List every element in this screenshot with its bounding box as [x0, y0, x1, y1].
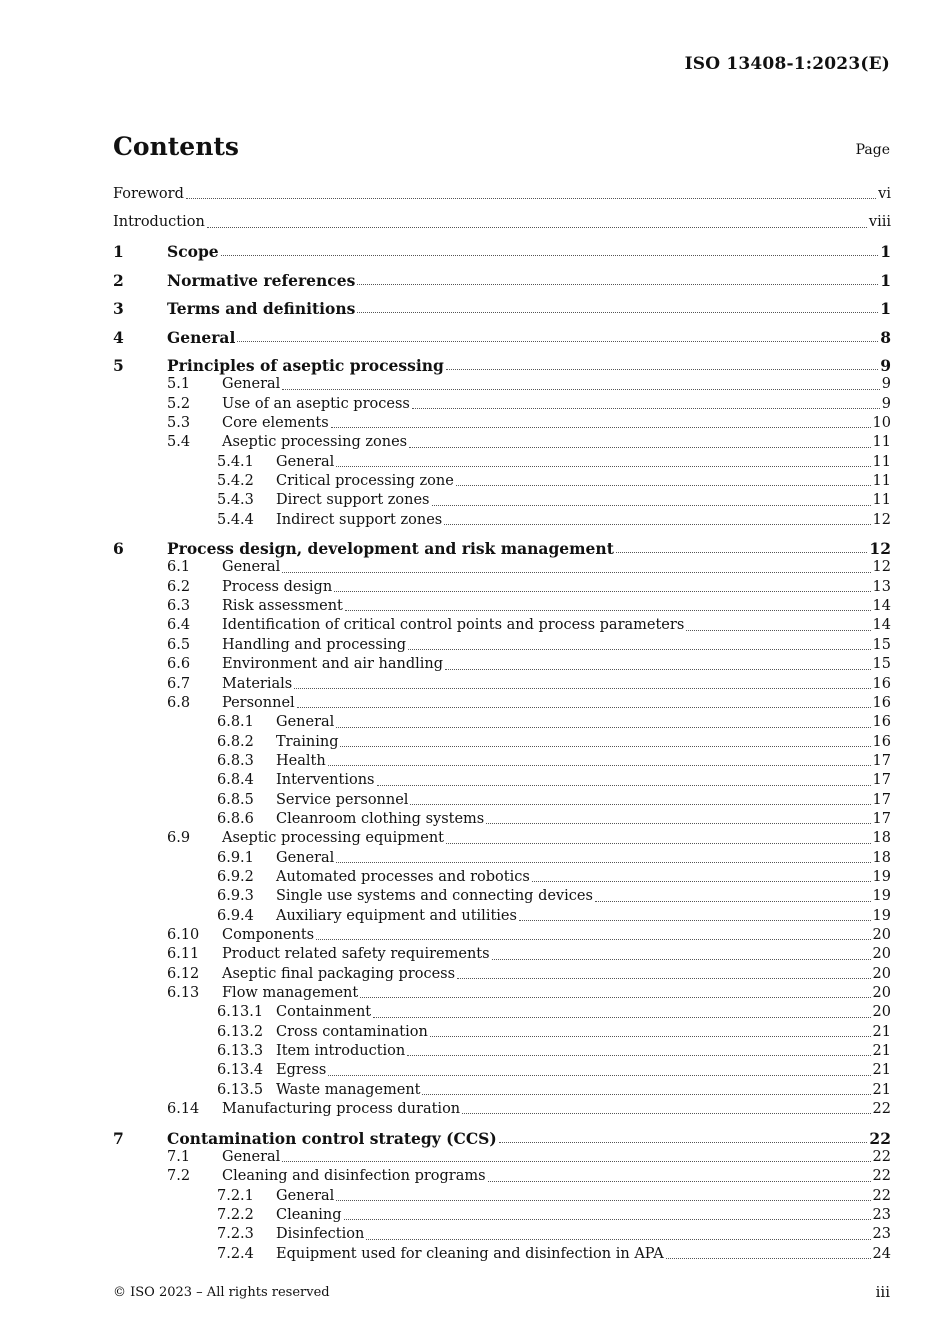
toc-entry[interactable]: [113, 375, 891, 394]
toc-entry-page: 22: [872, 1168, 891, 1185]
toc-entry-title: Process design: [222, 578, 333, 595]
toc-entry-page: 9: [880, 356, 891, 376]
toc-entry[interactable]: [113, 1023, 891, 1042]
toc-entry-page: 12: [869, 539, 891, 559]
toc-entry-number: 6.13.1: [217, 1004, 264, 1021]
toc-entry-number: 6.9.3: [217, 888, 254, 905]
toc-entry-title: Environment and air handling: [222, 656, 444, 673]
toc-entry-number: 7.2.2: [217, 1206, 254, 1223]
dot-leader: [456, 484, 871, 486]
toc-entry-title: Service personnel: [276, 791, 409, 808]
toc-entry[interactable]: [113, 1003, 891, 1022]
toc-entry-number: 6.8.6: [217, 810, 254, 827]
dot-leader: [445, 668, 870, 670]
toc-entry[interactable]: [113, 907, 891, 926]
dot-leader: [616, 551, 868, 553]
toc-entry-title: General: [222, 376, 281, 393]
toc-entry-number: 5.3: [167, 414, 191, 431]
toc-entry[interactable]: [113, 752, 891, 771]
toc-entry[interactable]: [113, 395, 891, 414]
toc-entry[interactable]: [113, 1081, 891, 1100]
toc-entry-page: 9: [881, 376, 891, 393]
table-of-contents: [113, 185, 891, 1264]
toc-entry-page: 22: [872, 1187, 891, 1204]
toc-entry-page: 11: [872, 434, 891, 451]
toc-entry-title: Auxiliary equipment and utilities: [276, 907, 517, 924]
toc-entry-number: 6.8.5: [217, 791, 254, 808]
toc-entry[interactable]: [113, 1206, 891, 1225]
toc-entry-title: Cleaning: [276, 1206, 342, 1223]
toc-entry-title: Training: [276, 733, 339, 750]
toc-entry-title: Product related safety requirements: [222, 946, 490, 963]
toc-entry-page: 22: [869, 1128, 891, 1148]
toc-entry-page: 9: [881, 395, 891, 412]
toc-entry-number: 6.9.1: [217, 849, 254, 866]
toc-entry-title: General: [276, 849, 335, 866]
toc-entry-title: Cleaning and disinfection programs: [222, 1168, 486, 1185]
dot-leader: [373, 1016, 870, 1018]
toc-entry[interactable]: [113, 1225, 891, 1244]
toc-entry[interactable]: [113, 433, 891, 452]
toc-entry-title: Indirect support zones: [276, 511, 443, 528]
toc-entry[interactable]: [113, 1167, 891, 1186]
dot-leader: [282, 1160, 870, 1162]
toc-entry-page: 15: [872, 656, 891, 673]
toc-entry-number: 6.4: [167, 617, 191, 634]
dot-leader: [336, 1199, 870, 1201]
toc-entry-title: Aseptic final packaging process: [222, 965, 456, 982]
toc-entry-page: 1: [880, 299, 891, 319]
dot-leader: [686, 629, 870, 631]
toc-entry[interactable]: [113, 356, 891, 375]
toc-entry[interactable]: [113, 1100, 891, 1119]
toc-entry-title: Containment: [276, 1004, 372, 1021]
dot-leader: [221, 254, 879, 256]
dot-leader: [412, 407, 880, 409]
toc-entry[interactable]: [113, 271, 891, 290]
toc-entry[interactable]: [113, 829, 891, 848]
dot-leader: [410, 803, 870, 805]
dot-leader: [336, 861, 870, 863]
toc-entry-page: 21: [872, 1081, 891, 1098]
toc-entry-page: 13: [872, 578, 891, 595]
dot-leader: [328, 1074, 870, 1076]
toc-entry-number: 5.4.3: [217, 492, 254, 509]
toc-entry[interactable]: [113, 791, 891, 810]
toc-entry-number: 6.9: [167, 830, 191, 847]
toc-entry[interactable]: [113, 810, 891, 829]
toc-entry-title: General: [167, 327, 236, 347]
toc-entry-title: Single use systems and connecting devices: [276, 888, 593, 905]
toc-entry-page: 17: [872, 752, 891, 769]
toc-entry-title: Interventions: [276, 772, 375, 789]
toc-entry-number: 5.4.2: [217, 472, 254, 489]
toc-entry[interactable]: [113, 636, 891, 655]
toc-entry[interactable]: [113, 472, 891, 491]
toc-entry-page: 20: [872, 985, 891, 1001]
toc-entry-page: 11: [872, 453, 891, 470]
toc-entry-title: Contamination control strategy (CCS): [167, 1128, 497, 1148]
toc-entry-title: Scope: [167, 242, 219, 262]
toc-entry[interactable]: [113, 1129, 891, 1148]
toc-entry-title: Manufacturing process duration: [222, 1101, 461, 1118]
toc-entry-title: Automated processes and robotics: [276, 868, 530, 885]
dot-leader: [377, 784, 871, 786]
toc-entry-title: General: [276, 453, 335, 470]
dot-leader: [432, 504, 871, 506]
toc-entry[interactable]: [113, 984, 891, 1003]
contents-title: Contents: [113, 132, 240, 161]
toc-entry-number: 6.12: [167, 965, 200, 982]
dot-leader: [499, 1141, 868, 1143]
dot-leader: [294, 687, 870, 689]
toc-entry-title: Waste management: [276, 1081, 421, 1098]
toc-entry-number: 5.4.4: [217, 511, 254, 528]
toc-entry-title: Critical processing zone: [276, 472, 454, 489]
dot-leader: [488, 1180, 871, 1182]
toc-entry-number: 6.8.2: [217, 733, 254, 750]
footer-page-number: iii: [875, 1283, 890, 1301]
toc-entry-number: 6.13.5: [217, 1081, 264, 1098]
dot-leader: [328, 764, 871, 766]
toc-entry-title: Personnel: [222, 694, 295, 711]
toc-entry-title: Aseptic processing equipment: [222, 830, 444, 847]
toc-entry[interactable]: [113, 1061, 891, 1080]
toc-entry-number: 6.13: [167, 985, 200, 1001]
toc-entry[interactable]: [113, 299, 891, 318]
toc-entry-page: 12: [872, 511, 891, 528]
toc-entry-title: Cleanroom clothing systems: [276, 810, 485, 827]
dot-leader: [344, 1218, 871, 1220]
dot-leader: [360, 996, 870, 998]
dot-leader: [282, 571, 870, 573]
toc-entry-page: 22: [872, 1148, 891, 1165]
toc-entry-page: 16: [872, 694, 891, 711]
toc-entry-page: 20: [872, 946, 891, 963]
toc-entry[interactable]: [113, 733, 891, 752]
toc-entry-number: 6.5: [167, 636, 191, 653]
toc-entry-number: 7.2.1: [217, 1187, 254, 1204]
toc-entry-title: Principles of aseptic processing: [167, 356, 444, 376]
toc-entry-title: Equipment used for cleaning and disinfection in APA: [276, 1245, 664, 1262]
dot-leader: [532, 880, 871, 882]
toc-entry-page: 22: [872, 1101, 891, 1118]
dot-leader: [519, 919, 871, 921]
toc-entry[interactable]: [113, 655, 891, 674]
toc-entry-number: 6.1: [167, 559, 191, 576]
toc-entry-number: 5.4.1: [217, 453, 254, 470]
toc-entry[interactable]: [113, 1042, 891, 1061]
toc-entry-page: 8: [880, 327, 891, 347]
dot-leader: [366, 1238, 870, 1240]
toc-entry[interactable]: [113, 597, 891, 616]
dot-leader: [334, 590, 870, 592]
toc-entry-number: 6.8: [167, 694, 191, 711]
toc-entry[interactable]: [113, 185, 891, 204]
toc-entry[interactable]: [113, 414, 891, 433]
dot-leader: [446, 368, 878, 370]
toc-entry-page: vi: [878, 186, 891, 202]
toc-entry[interactable]: [113, 558, 891, 577]
toc-entry-title: Disinfection: [276, 1226, 365, 1243]
toc-entry-number: 2: [113, 270, 124, 290]
toc-entry-page: 19: [872, 868, 891, 885]
toc-entry-number: 7.1: [167, 1148, 191, 1165]
dot-leader: [207, 226, 867, 228]
toc-entry-title: Aseptic processing zones: [222, 434, 408, 451]
dot-leader: [409, 446, 870, 448]
toc-entry[interactable]: [113, 1148, 891, 1167]
document-id: ISO 13408-1:2023(E): [684, 54, 890, 74]
toc-entry-page: 11: [872, 472, 891, 489]
toc-entry-page: 21: [872, 1023, 891, 1040]
toc-entry[interactable]: [113, 771, 891, 790]
dot-leader: [492, 958, 871, 960]
toc-entry-title: Introduction: [113, 214, 205, 231]
toc-entry-number: 6.13.2: [217, 1023, 264, 1040]
toc-entry[interactable]: [113, 539, 891, 558]
toc-entry[interactable]: [113, 511, 891, 530]
toc-entry-number: 6.2: [167, 578, 191, 595]
dot-leader: [407, 1054, 870, 1056]
toc-entry-page: 17: [872, 772, 891, 789]
toc-entry-number: 6.10: [167, 926, 200, 943]
toc-entry-title: Terms and definitions: [167, 299, 356, 319]
dot-leader: [595, 900, 871, 902]
toc-entry-title: Normative references: [167, 270, 356, 290]
toc-entry[interactable]: [113, 328, 891, 347]
toc-entry-page: viii: [868, 214, 891, 231]
toc-entry-page: 20: [872, 926, 891, 943]
toc-entry-title: Components: [222, 926, 315, 943]
toc-entry[interactable]: [113, 675, 891, 694]
dot-leader: [237, 340, 878, 342]
toc-entry-page: 21: [872, 1062, 891, 1079]
toc-entry[interactable]: [113, 242, 891, 261]
dot-leader: [408, 648, 870, 650]
toc-entry-title: General: [222, 559, 281, 576]
toc-entry-title: General: [222, 1148, 281, 1165]
toc-entry-title: Use of an aseptic process: [222, 395, 410, 412]
toc-entry[interactable]: [113, 868, 891, 887]
dot-leader: [462, 1112, 870, 1114]
toc-entry-title: Health: [276, 752, 326, 769]
toc-entry[interactable]: [113, 1187, 891, 1206]
toc-entry-page: 17: [872, 791, 891, 808]
dot-leader: [282, 388, 879, 390]
dot-leader: [357, 283, 878, 285]
toc-entry-number: 6.7: [167, 675, 191, 692]
toc-entry-title: General: [276, 1187, 335, 1204]
toc-entry-page: 16: [872, 675, 891, 692]
toc-entry[interactable]: [113, 926, 891, 945]
toc-entry-number: 5: [113, 356, 124, 376]
dot-leader: [457, 977, 871, 979]
toc-entry-title: Handling and processing: [222, 636, 407, 653]
dot-leader: [422, 1093, 870, 1095]
toc-entry-number: 6.8.3: [217, 752, 254, 769]
toc-entry-page: 18: [872, 849, 891, 866]
toc-entry-number: 5.4: [167, 434, 191, 451]
toc-entry-number: 7.2.4: [217, 1245, 254, 1262]
toc-entry-number: 6.8.4: [217, 772, 254, 789]
toc-entry-title: Egress: [276, 1062, 327, 1079]
toc-entry-number: 6.13.4: [217, 1062, 264, 1079]
toc-entry-page: 20: [872, 1004, 891, 1021]
footer-copyright: © ISO 2023 – All rights reserved: [113, 1285, 330, 1300]
dot-leader: [345, 609, 871, 611]
toc-entry-page: 19: [872, 907, 891, 924]
toc-entry[interactable]: [113, 491, 891, 510]
toc-entry-page: 19: [872, 888, 891, 905]
toc-entry-title: Cross contamination: [276, 1023, 428, 1040]
toc-entry-title: General: [276, 714, 335, 731]
dot-leader: [357, 311, 878, 313]
dot-leader: [336, 726, 870, 728]
dot-leader: [297, 706, 871, 708]
toc-entry-page: 18: [872, 830, 891, 847]
toc-entry-number: 6.9.4: [217, 907, 254, 924]
toc-entry[interactable]: [113, 713, 891, 732]
toc-entry-page: 17: [872, 810, 891, 827]
dot-leader: [444, 523, 870, 525]
toc-entry-page: 1: [880, 242, 891, 262]
toc-entry-number: 3: [113, 299, 124, 319]
dot-leader: [446, 842, 871, 844]
toc-entry-page: 10: [872, 414, 891, 431]
toc-entry-title: Foreword: [113, 186, 184, 202]
toc-entry-page: 12: [872, 559, 891, 576]
toc-entry-number: 7.2: [167, 1168, 191, 1185]
dot-leader: [331, 426, 871, 428]
toc-entry-number: 7.2.3: [217, 1226, 254, 1243]
toc-entry-title: Core elements: [222, 414, 329, 431]
toc-entry-page: 14: [872, 598, 891, 615]
toc-entry-title: Risk assessment: [222, 598, 343, 615]
toc-entry-number: 6.11: [167, 946, 200, 963]
toc-entry-number: 6.6: [167, 656, 191, 673]
toc-entry-number: 5.1: [167, 376, 191, 393]
toc-entry[interactable]: [113, 849, 891, 868]
toc-entry-page: 16: [872, 714, 891, 731]
toc-entry-number: 6.9.2: [217, 868, 254, 885]
dot-leader: [316, 938, 870, 940]
toc-entry-page: 16: [872, 733, 891, 750]
toc-entry-title: Materials: [222, 675, 293, 692]
dot-leader: [486, 822, 870, 824]
toc-entry[interactable]: [113, 213, 891, 232]
toc-entry-page: 24: [872, 1245, 891, 1262]
toc-entry-page: 11: [872, 492, 891, 509]
toc-entry-page: 20: [872, 965, 891, 982]
toc-entry[interactable]: [113, 694, 891, 713]
dot-leader: [340, 745, 870, 747]
toc-entry-number: 6.8.1: [217, 714, 254, 731]
toc-entry-number: 1: [113, 242, 124, 262]
toc-entry[interactable]: [113, 945, 891, 964]
toc-entry[interactable]: [113, 453, 891, 472]
toc-entry-page: 23: [872, 1206, 891, 1223]
toc-entry-page: 15: [872, 636, 891, 653]
toc-entry-page: 23: [872, 1226, 891, 1243]
toc-entry-title: Direct support zones: [276, 492, 430, 509]
toc-entry-title: Item introduction: [276, 1043, 406, 1060]
toc-entry-number: 6.14: [167, 1101, 200, 1118]
toc-entry[interactable]: [113, 1245, 891, 1264]
toc-entry-number: 5.2: [167, 395, 191, 412]
dot-leader: [666, 1257, 871, 1259]
toc-entry-title: Process design, development and risk management: [167, 539, 614, 559]
page-column-label: Page: [855, 142, 890, 158]
toc-entry-title: Flow management: [222, 985, 359, 1001]
toc-entry-number: 7: [113, 1128, 124, 1148]
toc-entry-number: 6.3: [167, 598, 191, 615]
dot-leader: [186, 197, 876, 199]
toc-entry[interactable]: [113, 616, 891, 635]
toc-entry-page: 1: [880, 270, 891, 290]
toc-entry-page: 21: [872, 1043, 891, 1060]
dot-leader: [430, 1035, 871, 1037]
toc-entry-number: 6.13.3: [217, 1043, 264, 1060]
toc-entry-number: 4: [113, 327, 124, 347]
dot-leader: [336, 465, 870, 467]
toc-entry[interactable]: [113, 578, 891, 597]
toc-entry-number: 6: [113, 539, 124, 559]
toc-entry[interactable]: [113, 887, 891, 906]
toc-entry-page: 14: [872, 617, 891, 634]
toc-entry[interactable]: [113, 965, 891, 984]
toc-entry-title: Identification of critical control points and process parameters: [222, 617, 685, 634]
